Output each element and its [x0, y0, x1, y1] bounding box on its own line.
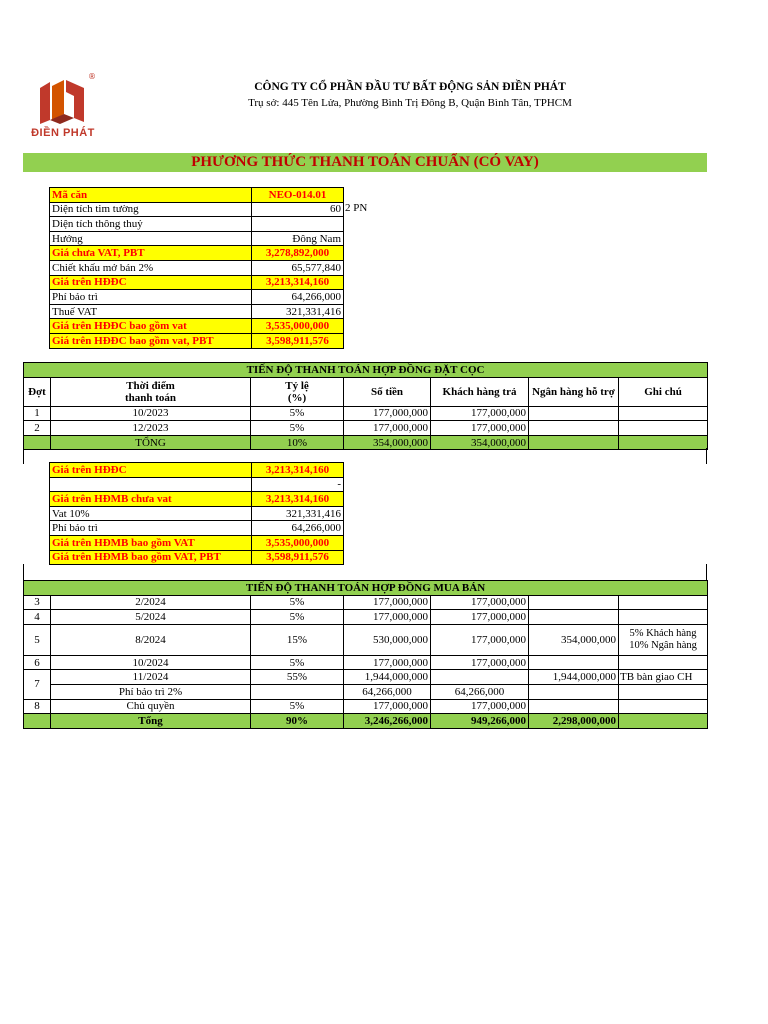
info-row: [50, 231, 344, 246]
unit-info-table: [49, 187, 344, 349]
price-row-value: 3,535,000,000: [252, 535, 344, 550]
price-row-label: [50, 477, 252, 492]
col-bank: Ngân hàng hỗ trợ: [529, 377, 619, 406]
info-row-label: Giá trên HĐĐC: [50, 275, 252, 290]
info-row: [50, 304, 344, 319]
info-row: [50, 290, 344, 305]
company-address: Trụ sở: 445 Tên Lửa, Phường Bình Trị Đông B, Quận Bình Tân, TPHCM: [248, 97, 572, 109]
info-row-label: Mã căn: [50, 188, 252, 203]
price-row: [50, 492, 344, 507]
info-row: [50, 333, 344, 348]
info-row-value: 321,331,416: [252, 304, 344, 319]
table-row: 5 8/2024 15% 530,000,000 177,000,000 354,000,000 5% Khách hàng 10% Ngân hàng: [24, 624, 708, 655]
info-row-value: [252, 217, 344, 232]
table-row: 1 10/2023 5% 177,000,000 177,000,000: [24, 406, 708, 421]
note-cell: 5% Khách hàng 10% Ngân hàng: [619, 624, 708, 655]
price-row-label: Vat 10%: [50, 506, 252, 521]
price-row: [50, 550, 344, 565]
logo-text: ĐIỀN PHÁT: [31, 127, 95, 139]
price-row-label: Giá trên HĐĐC: [50, 463, 252, 478]
price-row: [50, 535, 344, 550]
info-row-value: NEO-014.01: [252, 188, 344, 203]
info-row-value: 3,535,000,000: [252, 319, 344, 334]
info-row-label: Diện tích thông thuỷ: [50, 217, 252, 232]
price-row: [50, 463, 344, 478]
col-time: Thời điểm thanh toán: [51, 377, 251, 406]
price-row-label: Giá trên HĐMB bao gồm VAT: [50, 535, 252, 550]
info-row-value: 65,577,840: [252, 260, 344, 275]
col-ratio: Tỷ lệ (%): [251, 377, 344, 406]
col-note: Ghi chú: [619, 377, 708, 406]
info-row-label: Hướng: [50, 231, 252, 246]
contract-price-table: [49, 462, 344, 565]
info-row-label: Giá chưa VAT, PBT: [50, 246, 252, 261]
table-row: 3 2/2024 5% 177,000,000 177,000,000: [24, 595, 708, 610]
price-row: [50, 521, 344, 536]
info-row-label: Phí bảo trì: [50, 290, 252, 305]
price-row-label: Giá trên HĐMB bao gồm VAT, PBT: [50, 550, 252, 565]
price-row: [50, 506, 344, 521]
info-row: [50, 202, 344, 217]
bedroom-note: 2 PN: [345, 202, 368, 214]
price-row-label: Phí bảo trì: [50, 521, 252, 536]
info-row: [50, 188, 344, 203]
total-row: TỔNG 10% 354,000,000 354,000,000: [24, 435, 708, 450]
info-row-label: Diện tích tim tường: [50, 202, 252, 217]
table-row: 6 10/2024 5% 177,000,000 177,000,000: [24, 655, 708, 670]
info-row-label: Thuế VAT: [50, 304, 252, 319]
info-row-value: 64,266,000: [252, 290, 344, 305]
info-row: [50, 319, 344, 334]
table-row: Phí bảo trì 2% 64,266,000 64,266,000: [24, 684, 708, 699]
price-row: [50, 477, 344, 492]
info-row-label: Giá trên HĐĐC bao gồm vat, PBT: [50, 333, 252, 348]
table-row: 4 5/2024 5% 177,000,000 177,000,000: [24, 610, 708, 625]
info-row-value: 60: [252, 202, 344, 217]
page-title: PHƯƠNG THỨC THANH TOÁN CHUẨN (CÓ VAY): [23, 153, 707, 172]
price-row-value: 321,331,416: [252, 506, 344, 521]
info-row-value: Đông Nam: [252, 231, 344, 246]
price-row-value: 3,213,314,160: [252, 463, 344, 478]
registered-mark-icon: ®: [88, 72, 96, 81]
info-row-value: 3,598,911,576: [252, 333, 344, 348]
company-name: CÔNG TY CỔ PHẦN ĐẦU TƯ BẤT ĐỘNG SẢN ĐIỀN PHÁT: [254, 81, 566, 93]
price-row-value: 3,213,314,160: [252, 492, 344, 507]
price-row-value: 64,266,000: [252, 521, 344, 536]
col-dot: Đợt: [24, 377, 51, 406]
info-row-label: Giá trên HĐĐC bao gồm vat: [50, 319, 252, 334]
col-amount: Số tiền: [344, 377, 431, 406]
deposit-schedule-table: [23, 362, 708, 450]
total-row: Tổng 90% 3,246,266,000 949,266,000 2,298,000,000: [24, 714, 708, 729]
table-row: 7 11/2024 55% 1,944,000,000 1,944,000,000 TB bàn giao CH: [24, 670, 708, 685]
purchase-schedule-table: [23, 580, 708, 729]
info-row: [50, 246, 344, 261]
info-row-value: 3,213,314,160: [252, 275, 344, 290]
info-row-label: Chiết khấu mở bán 2%: [50, 260, 252, 275]
purchase-title: TIẾN ĐỘ THANH TOÁN HỢP ĐỒNG MUA BÁN: [24, 581, 708, 596]
deposit-title: TIẾN ĐỘ THANH TOÁN HỢP ĐỒNG ĐẶT CỌC: [24, 363, 708, 378]
table-row: 2 12/2023 5% 177,000,000 177,000,000: [24, 421, 708, 436]
price-row-label: Giá trên HĐMB chưa vat: [50, 492, 252, 507]
info-row: [50, 217, 344, 232]
col-customer: Khách hàng trả: [431, 377, 529, 406]
info-row: [50, 275, 344, 290]
price-row-value: -: [252, 477, 344, 492]
info-row-value: 3,278,892,000: [252, 246, 344, 261]
info-row: [50, 260, 344, 275]
table-row: 8 Chủ quyền 5% 177,000,000 177,000,000: [24, 699, 708, 714]
price-row-value: 3,598,911,576: [252, 550, 344, 565]
